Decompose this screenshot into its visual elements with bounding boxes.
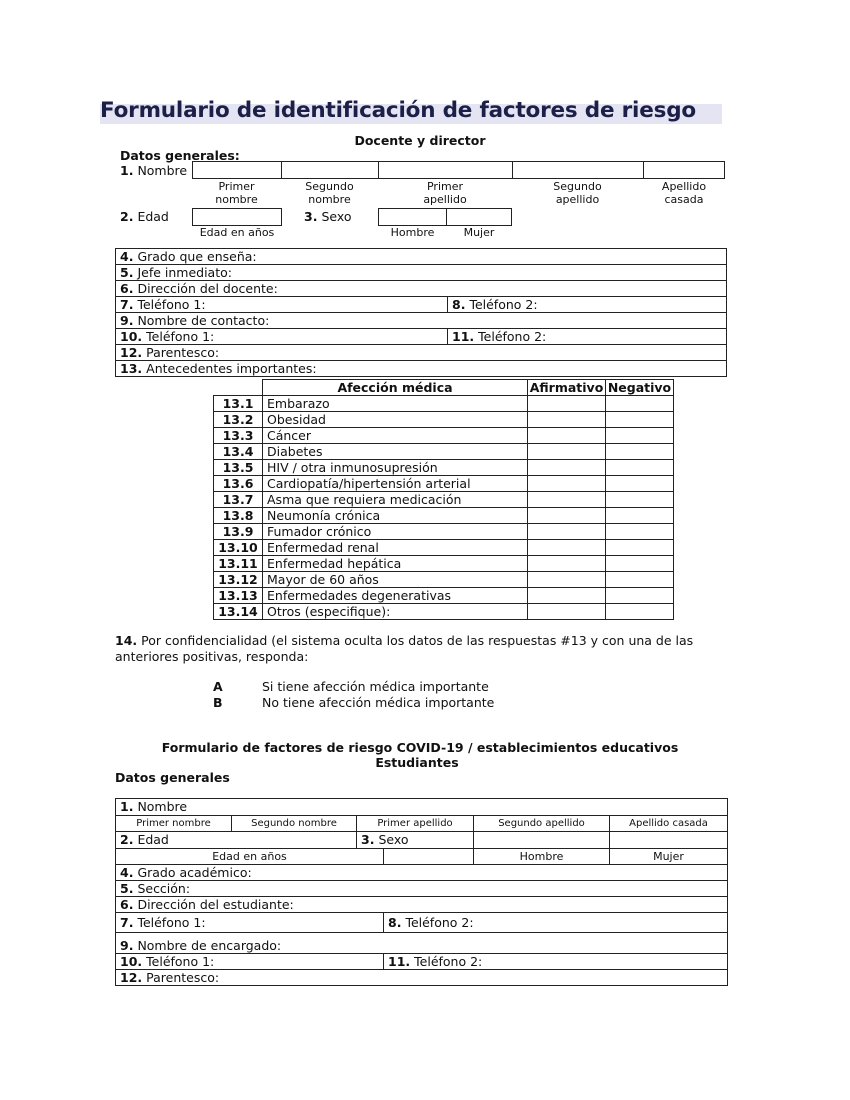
negative-checkbox[interactable] [606, 476, 674, 492]
conditions-table [213, 379, 674, 620]
student-form-subtitle: Estudiantes [375, 755, 459, 770]
student-form-title: Formulario de factores de riesgo COVID-19 / establecimientos educativos [161, 740, 679, 755]
student-sex-male-field[interactable] [474, 832, 610, 849]
condition-label: HIV / otra inmunosupresión [263, 460, 528, 476]
condition-row [214, 396, 674, 412]
affirmative-checkbox[interactable] [528, 540, 606, 556]
info-row[interactable]: 11. Teléfono 2: [384, 954, 728, 970]
condition-number: 13.13 [214, 588, 263, 604]
negative-checkbox[interactable] [606, 428, 674, 444]
sex-label: 3. Sexo [304, 209, 352, 224]
affirmative-checkbox[interactable] [528, 604, 606, 620]
condition-number: 13.3 [214, 428, 263, 444]
condition-number: 13.6 [214, 476, 263, 492]
divider [512, 161, 513, 179]
affirmative-checkbox[interactable] [528, 492, 606, 508]
info-row[interactable]: 5. Sección: [116, 881, 728, 897]
sex-option-caption: Hombre [390, 226, 435, 239]
option-a-key: A [213, 679, 223, 694]
affirmative-checkbox[interactable] [528, 412, 606, 428]
condition-label: Otros (especifique): [263, 604, 528, 620]
student-section-label: Datos generales [115, 770, 230, 785]
name-label: 1. Nombre [120, 163, 188, 178]
negative-checkbox[interactable] [606, 460, 674, 476]
condition-number: 13.5 [214, 460, 263, 476]
negative-checkbox[interactable] [606, 508, 674, 524]
header-affirmative: Afirmativo [528, 380, 606, 396]
condition-label: Embarazo [263, 396, 528, 412]
condition-number: 13.7 [214, 492, 263, 508]
condition-row [214, 556, 674, 572]
condition-label: Neumonía crónica [263, 508, 528, 524]
sex-female-field[interactable] [446, 208, 512, 226]
affirmative-checkbox[interactable] [528, 508, 606, 524]
condition-number: 13.10 [214, 540, 263, 556]
section-label: Datos generales: [120, 148, 240, 163]
form-subtitle: Docente y director [354, 133, 486, 148]
option-b-key: B [213, 695, 223, 710]
condition-row [214, 540, 674, 556]
condition-row [214, 460, 674, 476]
affirmative-checkbox[interactable] [528, 572, 606, 588]
info-row[interactable]: 9. Nombre de encargado: [116, 933, 728, 954]
condition-label: Enfermedades degenerativas [263, 588, 528, 604]
condition-number: 13.14 [214, 604, 263, 620]
empty-corner [214, 380, 263, 396]
info-row[interactable]: 8. Teléfono 2: [384, 913, 728, 933]
age-caption: Edad en años [199, 226, 275, 239]
condition-label: Fumador crónico [263, 524, 528, 540]
sex-option-caption: Mujer [610, 849, 728, 865]
affirmative-checkbox[interactable] [528, 444, 606, 460]
condition-row [214, 412, 674, 428]
condition-label: Obesidad [263, 412, 528, 428]
negative-checkbox[interactable] [606, 572, 674, 588]
condition-label: Cardiopatía/hipertensión arterial [263, 476, 528, 492]
negative-checkbox[interactable] [606, 540, 674, 556]
student-info-table [115, 798, 728, 986]
condition-row [214, 508, 674, 524]
name-part-caption: Primer apellido [423, 180, 467, 206]
info-row[interactable]: 4. Grado que enseña: [116, 249, 727, 265]
condition-number: 13.4 [214, 444, 263, 460]
student-age-caption: Edad en años [116, 849, 384, 865]
sex-option-caption: Mujer [463, 226, 495, 239]
divider [281, 161, 282, 179]
info-row[interactable]: 13. Antecedentes importantes: [116, 361, 727, 377]
info-row[interactable]: 8. Teléfono 2: [448, 297, 727, 313]
condition-label: Asma que requiera medicación [263, 492, 528, 508]
affirmative-checkbox[interactable] [528, 588, 606, 604]
condition-row [214, 428, 674, 444]
negative-checkbox[interactable] [606, 588, 674, 604]
info-row[interactable]: 9. Nombre de contacto: [116, 313, 727, 329]
condition-row [214, 572, 674, 588]
student-sex-female-field[interactable] [610, 832, 728, 849]
negative-checkbox[interactable] [606, 492, 674, 508]
question-14-text-cont: anteriores positivas, responda: [115, 649, 309, 664]
info-row[interactable]: 6. Dirección del docente: [116, 281, 727, 297]
info-row[interactable]: 5. Jefe inmediato: [116, 265, 727, 281]
condition-row [214, 524, 674, 540]
name-part-caption: Apellido casada [661, 180, 707, 206]
info-row[interactable]: 12. Parentesco: [116, 970, 728, 986]
condition-row [214, 476, 674, 492]
page-title: Formulario de identificación de factores de riesgo [100, 98, 696, 123]
negative-checkbox[interactable] [606, 396, 674, 412]
info-row[interactable]: 11. Teléfono 2: [448, 329, 727, 345]
info-row[interactable]: 10. Teléfono 1: [116, 329, 448, 345]
negative-checkbox[interactable] [606, 444, 674, 460]
name-part-caption: Segundo apellido [474, 816, 610, 832]
sex-option-caption: Hombre [474, 849, 610, 865]
name-part-caption: Segundo apellido [553, 180, 602, 206]
condition-number: 13.8 [214, 508, 263, 524]
header-negative: Negativo [606, 380, 674, 396]
condition-number: 13.12 [214, 572, 263, 588]
question-14-text: 14. Por confidencialidad (el sistema oculta los datos de las respuestas #13 y con una de las [115, 633, 694, 648]
condition-row [214, 492, 674, 508]
info-row[interactable]: 4. Grado académico: [116, 865, 728, 881]
name-part-caption: Primer nombre [116, 816, 232, 832]
info-row[interactable]: 12. Parentesco: [116, 345, 727, 361]
condition-label: Enfermedad hepática [263, 556, 528, 572]
header-condition: Afección médica [263, 380, 528, 396]
condition-label: Diabetes [263, 444, 528, 460]
info-row[interactable]: 7. Teléfono 1: [116, 297, 448, 313]
name-part-caption: Segundo nombre [305, 180, 354, 206]
name-field[interactable] [192, 161, 725, 179]
name-part-caption: Primer apellido [357, 816, 474, 832]
option-a-label[interactable]: Si tiene afección médica importante [262, 679, 489, 694]
info-row[interactable]: 6. Dirección del estudiante: [116, 897, 728, 913]
student-sex-cell: 3. Sexo [357, 832, 474, 849]
negative-checkbox[interactable] [606, 412, 674, 428]
name-part-caption: Segundo nombre [232, 816, 357, 832]
divider [378, 161, 379, 179]
negative-checkbox[interactable] [606, 524, 674, 540]
empty-cell [384, 849, 474, 865]
affirmative-checkbox[interactable] [528, 396, 606, 412]
condition-row [214, 444, 674, 460]
name-part-caption: Apellido casada [610, 816, 728, 832]
affirmative-checkbox[interactable] [528, 428, 606, 444]
name-part-caption: Primer nombre [215, 180, 258, 206]
negative-checkbox[interactable] [606, 604, 674, 620]
condition-number: 13.2 [214, 412, 263, 428]
affirmative-checkbox[interactable] [528, 460, 606, 476]
condition-number: 13.9 [214, 524, 263, 540]
condition-number: 13.1 [214, 396, 263, 412]
age-label: 2. Edad [120, 209, 169, 224]
info-row[interactable]: 7. Teléfono 1: [116, 913, 384, 933]
condition-label: Enfermedad renal [263, 540, 528, 556]
condition-row [214, 604, 674, 620]
negative-checkbox[interactable] [606, 556, 674, 572]
teacher-info-table [115, 248, 727, 377]
affirmative-checkbox[interactable] [528, 476, 606, 492]
student-name-row[interactable]: 1. Nombre [116, 799, 728, 816]
condition-row [214, 588, 674, 604]
divider [643, 161, 644, 179]
condition-number: 13.11 [214, 556, 263, 572]
option-b-label[interactable]: No tiene afección médica importante [262, 695, 495, 710]
affirmative-checkbox[interactable] [528, 556, 606, 572]
info-row[interactable]: 10. Teléfono 1: [116, 954, 384, 970]
condition-label: Cáncer [263, 428, 528, 444]
age-field[interactable] [192, 208, 282, 226]
student-age-cell[interactable]: 2. Edad [116, 832, 357, 849]
affirmative-checkbox[interactable] [528, 524, 606, 540]
sex-male-field[interactable] [378, 208, 447, 226]
condition-label: Mayor de 60 años [263, 572, 528, 588]
